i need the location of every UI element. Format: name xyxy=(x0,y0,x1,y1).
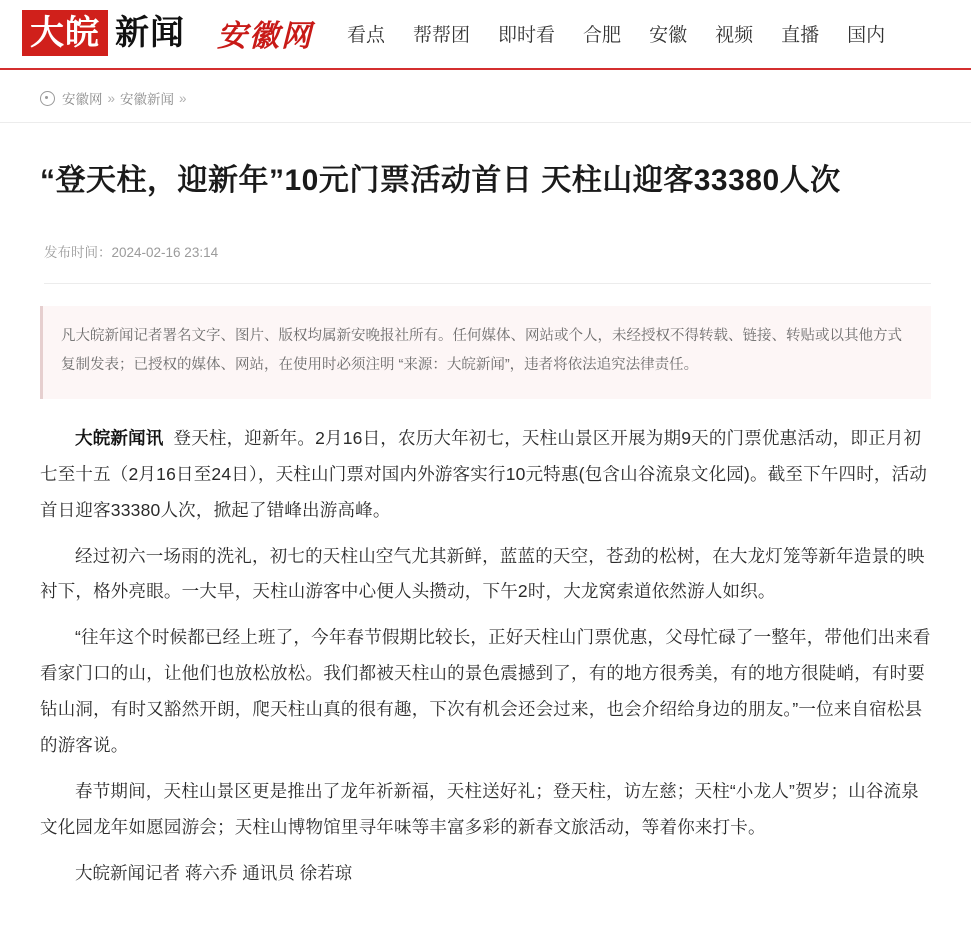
nav-item-guonei[interactable]: 国内 xyxy=(847,24,886,46)
nav-item-zhibo[interactable]: 直播 xyxy=(781,24,820,46)
lead-label: 大皖新闻讯 xyxy=(75,427,164,448)
breadcrumb-separator-2: » xyxy=(179,90,187,106)
publish-label: 发布时间： xyxy=(44,244,112,260)
paragraph-text: 登天柱，迎新年。2月16日，农历大年初七，天柱山景区开展为期9天的门票优惠活动，即正月初七至十五（2月16日至24日），天柱山门票对国内外游客实行10元特惠(包含山谷流泉文化园)。截至下午四时，活动首日迎客33380人次，掀起了错峰出游高峰。 xyxy=(40,427,928,520)
location-pin-icon xyxy=(40,91,55,106)
paragraph-3: “往年这个时候都已经上班了，今年春节假期比较长，正好天柱山门票优惠，父母忙碌了一整年，带他们出来看看家门口的山，让他们也放松放松。我们都被天柱山的景色震撼到了，有的地方很秀美，有的地方很陡峭，有时要钻山洞，有时又豁然开朗，爬天柱山真的很有趣，下次有机会还会过来，也会介绍给身边的朋友。”一位来自宿松县的游客说。 xyxy=(40,627,931,755)
breadcrumb xyxy=(0,70,971,123)
nav-item-shipin[interactable]: 视频 xyxy=(715,24,754,46)
paragraph-lead xyxy=(40,421,931,529)
nav-item-anhui[interactable]: 安徽 xyxy=(649,24,688,46)
publish-meta xyxy=(44,241,931,284)
paragraph-2: 经过初六一场雨的洗礼，初七的天柱山空气尤其新鲜，蓝蓝的天空，苍劲的松树，在大龙灯笼等新年造景的映衬下，格外亮眼。一大早，天柱山游客中心便人头攒动，下午2时，大龙窝索道依然游人如织。 xyxy=(40,545,925,602)
site-header xyxy=(0,0,971,70)
nav-item-jishikan[interactable]: 即时看 xyxy=(498,24,556,46)
article xyxy=(0,159,971,891)
paragraph-4: 春节期间，天柱山景区更是推出了龙年祈新福，天柱送好礼；登天柱，访左慈；天柱“小龙人”贺岁；山谷流泉文化园龙年如愿园游会；天柱山博物馆里寻年味等丰富多彩的新春文旅活动，等着你来打卡。 xyxy=(40,780,919,837)
copyright-notice: 凡大皖新闻记者署名文字、图片、版权均属新安晚报社所有。任何媒体、网站或个人，未经授权不得转载、链接、转贴或以其他方式复制发表；已授权的媒体、网站，在使用时必须注明 “来源：大皖新闻”，违者将依法追究法律责任。 xyxy=(40,306,931,399)
nav-item-bangbangtuan[interactable]: 帮帮团 xyxy=(413,24,471,46)
breadcrumb-separator-1: » xyxy=(107,90,116,106)
main-nav xyxy=(347,20,885,47)
publish-time: 2024-02-16 23:14 xyxy=(111,244,219,260)
nav-item-kandian[interactable]: 看点 xyxy=(347,24,386,46)
article-body xyxy=(40,421,931,892)
logo-text: 新闻 xyxy=(115,14,185,52)
nav-item-hefei[interactable]: 合肥 xyxy=(583,24,622,46)
breadcrumb-item-anhuiwang[interactable]: 安徽网 xyxy=(62,92,103,107)
breadcrumb-item-anhuixinwen[interactable]: 安徽新闻 xyxy=(120,92,175,107)
article-byline: 大皖新闻记者 蒋六乔 通讯员 徐若琼 xyxy=(75,862,353,883)
site-logo[interactable] xyxy=(22,10,191,56)
logo-subbrand[interactable]: 安徽网 xyxy=(217,20,313,53)
page-title: “登天柱，迎新年”10元门票活动首日 天柱山迎客33380人次 xyxy=(40,164,841,197)
logo-mark: 大皖 xyxy=(22,10,108,56)
